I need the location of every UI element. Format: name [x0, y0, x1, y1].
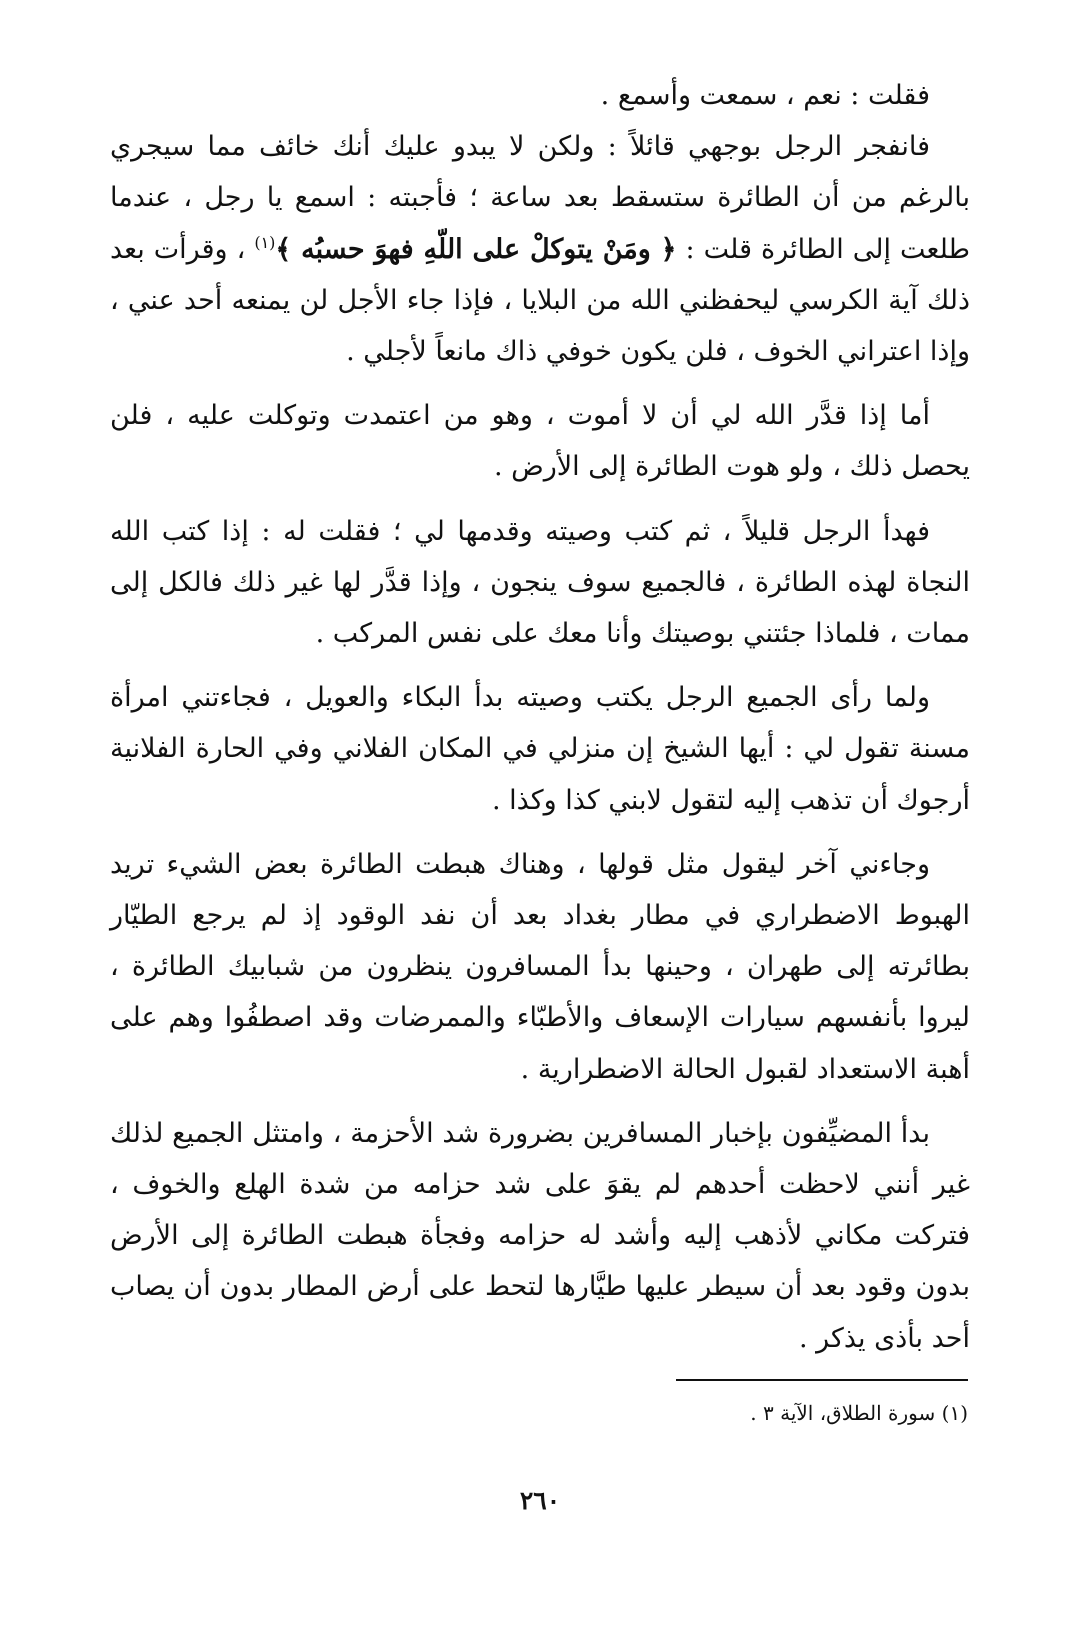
paragraph-6: وجاءني آخر ليقول مثل قولها ، وهناك هبطت الطائرة بعض الشيء تريد الهبوط الاضطراري في مطار بغداد بعد أن نفد الوقود إذ لم يرجع الطيّار بطائرته إلى طهران ، وحينها بدأ المسافرون ينظرون من شبابيك الطائرة ، ليروا بأنفسهم سيارات الإسعاف والأطبّاء والممرضات وقد اصطفُوا وهم على أهبة الاستعداد لقبول الحالة الاضطرارية .	[110, 848, 970, 1085]
paragraph-2	[110, 121, 970, 377]
quran-verse: ﴿ ومَنْ يتوكلْ على اللّهِ فهوَ حسبُه ﴾	[275, 233, 677, 265]
paragraph-3: أما إذا قدَّر الله لي أن لا أموت ، وهو من اعتمدت وتوكلت عليه ، فلن يحصل ذلك ، ولو هوت الطائرة إلى الأرض .	[110, 400, 970, 483]
paragraph-5: ولما رأى الجميع الرجل يكتب وصيته بدأ البكاء والعويل ، فجاءتني امرأة مسنة تقول لي : أيها الشيخ إن منزلي في المكان الفلاني وفي الحارة الفلانية أرجوك أن تذهب إليه لتقول لابني كذا وكذا .	[110, 682, 970, 816]
paragraph-2-before: فانفجر الرجل بوجهي قائلاً : ولكن لا يبدو عليك أنك خائف مما سيجري بالرغم من أن الطائرة ستسقط بعد ساعة ؛ فأجبته : اسمع يا رجل ، عندما طلعت إلى الطائرة قلت :	[110, 131, 971, 265]
footnote: (١) سورة الطلاق، الآية ٣ .	[750, 1401, 968, 1425]
paragraph-2-after: ، وقرأت بعد ذلك آية الكرسي ليحفظني الله من البلايا ، فإذا جاء الأجل لن يمنعه أحد عني ، وإذا اعتراني الخوف ، فلن يكون خوفي ذاك مانعاً لأجلي .	[110, 233, 970, 368]
paragraph-7: بدأ المضيِّفون بإخبار المسافرين بضرورة شد الأحزمة ، وامتثل الجميع لذلك غير أنني لاحظت أحدهم لم يقوَ على شد حزامه من شدة الهلع والخوف ، فتركت مكاني لأذهب إليه وأشد له حزامه وفجأة هبطت الطائرة إلى الأرض بدون وقود بعد أن سيطر عليها طيَّارها لتحط على أرض المطار بدون أن يصاب أحد بأذى يذكر .	[110, 1117, 970, 1354]
body-text	[110, 70, 970, 1377]
page-number: ٢٦٠	[519, 1486, 561, 1515]
footnote-marker: (١)	[254, 232, 276, 252]
paragraph-4: فهدأ الرجل قليلاً ، ثم كتب وصيته وقدمها لي ؛ فقلت له : إذا كتب الله النجاة لهذه الطائرة ، فالجميع سوف ينجون ، وإذا قدَّر لها غير ذلك فالكل إلى ممات ، فلماذا جئتني بوصيتك وأنا معك على نفس المركب .	[110, 515, 970, 650]
paragraph-1: فقلت : نعم ، سمعت وأسمع .	[600, 80, 930, 111]
footnote-divider	[676, 1379, 968, 1381]
